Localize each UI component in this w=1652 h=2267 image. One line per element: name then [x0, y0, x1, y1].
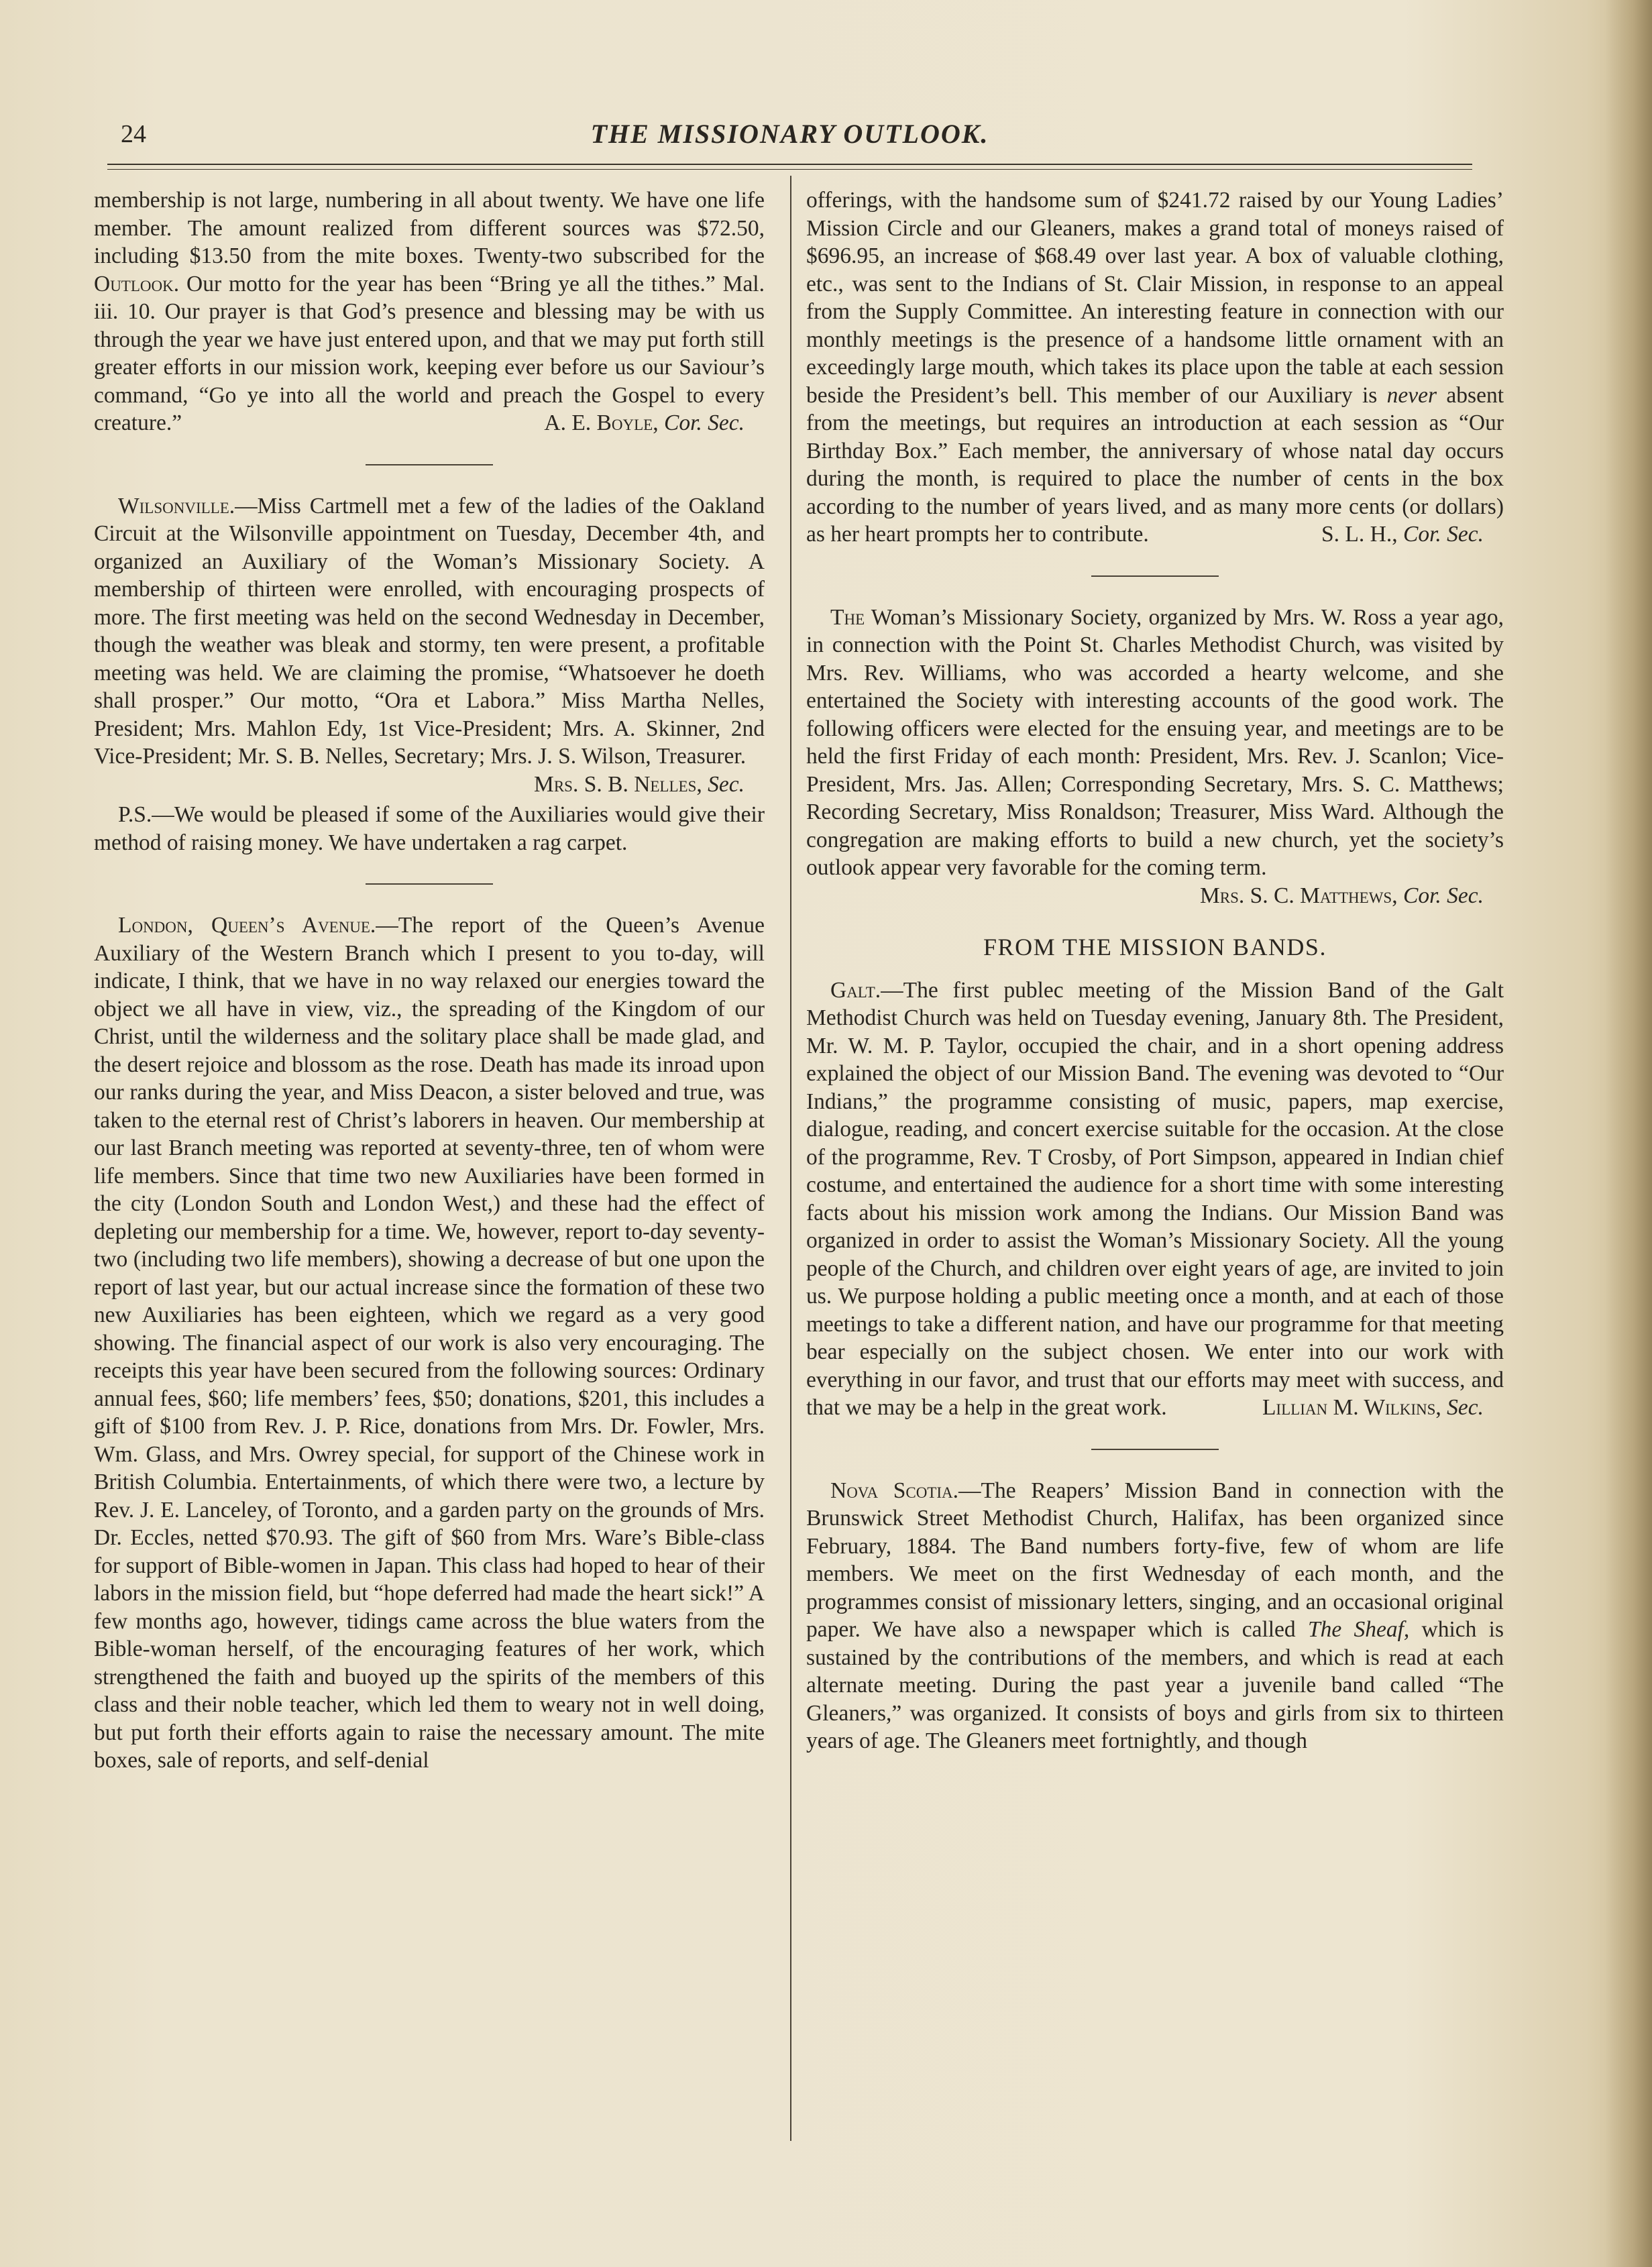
signature-name: A. E. Boyle, — [544, 410, 659, 435]
signature-name: S. L. H., — [1321, 522, 1398, 547]
signature-name: Mrs. S. C. Matthews, — [1199, 883, 1398, 908]
article-london — [94, 911, 765, 1775]
left-column — [94, 186, 765, 1775]
section-separator — [1091, 575, 1219, 577]
article-point-st-charles — [806, 604, 1504, 910]
article-text-emphasis: never — [1386, 382, 1437, 408]
header-rule-bottom — [107, 169, 1472, 170]
signature — [1238, 1394, 1504, 1422]
article-text: which is sustained by the contributions of the members, and which is read at each alternate meeting. During the past year a juvenile band called “The Gleaners,” was organized. It consists of boys and girls from six to thirteen years of age. The Gleaners meet fortnightly, and though — [806, 1617, 1504, 1753]
signature — [544, 409, 765, 437]
signature-role: Sec. — [1447, 1395, 1484, 1420]
page-header — [107, 114, 1472, 154]
article-galt — [806, 977, 1504, 1422]
article-text: —The Reapers’ Mission Band in connection with the Brunswick Street Methodist Church, Halifax, has been organized since February, 1884. The Band numbers forty-five, few of whom are life members. We meet on the first Wednesday of each month, and the programmes consist of missionary letters, singing, and an occasional original paper. We have also a newspaper which is called — [806, 1478, 1504, 1642]
signature-role: Sec. — [708, 771, 745, 797]
article-text: offerings, with the handsome sum of $241.72 raised by our Young Ladies’ Mission Circle and our Gleaners, makes a grand total of moneys raised of $696.95, an increase of $68.49 over last year. A box of valuable clothing, etc., was sent to the Indians of St. Clair Mission, in response to an appeal from the Supply Committee. An interesting feature in connection with our monthly meetings is the presence of a handsome little ornament with an exceedingly large mouth, which takes its place upon the table at each session beside the President’s bell. This member of our Auxiliary is — [806, 188, 1504, 408]
right-column — [806, 186, 1504, 1755]
section-separator — [366, 464, 493, 465]
article-nova-scotia — [806, 1477, 1504, 1755]
signature-name: Mrs. S. B. Nelles, — [534, 771, 702, 797]
signature-name: Lillian M. Wilkins, — [1262, 1395, 1441, 1420]
article-text: membership is not large, numbering in all about twenty. We have one life member. The amount realized from different sources was $72.50, including $13.50 from the mite boxes. Twenty-two subscribed for the — [94, 188, 765, 268]
signature — [1321, 520, 1504, 549]
article-london-continued — [806, 186, 1504, 549]
article-text: Our motto for the year has been “Bring ye all the tithes.” Mal. iii. 10. Our prayer is that God’s presence and blessing may be with us through the year we have just entered upon, and that we may put forth still greater efforts in our mission work, keeping ever before us our Saviour’s command, “Go ye into all the world and preach the Gospel to every creature.” — [94, 271, 765, 435]
article-heading: The — [830, 604, 865, 630]
signature-role: Cor. Sec. — [1402, 522, 1484, 547]
article-text: —The first publec meeting of the Mission Band of the Galt Methodist Church was held on Tuesday evening, January 8th. The President, Mr. W. M. P. Taylor, occupied the chair, and in a short opening address explained the object of our Mission Band. The evening was devoted to “Our Indians,” the programme consisting of music, papers, map exercise, dialogue, reading, and concert exercise suitable for the occasion. At the close of the programme, Rev. T Crosby, of Port Simpson, appeared in Indian chief costume, and entertained the audience for a short time with some interesting facts about his mission work among the Indians. Our Mission Band was organized in order to assist the Woman’s Missionary Society. All the young people of the Church, and children over eight years of age, are invited to join us. We purpose holding a public meeting once a month, and at each of those meetings to take a different nation, and have our programme for that meeting bear especially on the subject chosen. We enter into our work with everything in our favor, and trust that our efforts may meet with success, and that we may be a help in the great work. — [806, 977, 1504, 1420]
signature-role: Cor. Sec. — [663, 410, 745, 435]
signature — [510, 771, 765, 799]
section-separator — [366, 883, 493, 885]
article-text-outlook: Outlook. — [94, 271, 180, 296]
article-text: absent from the meetings, but requires an introduction at each session as “Our Birthday Box.” Each member, the anniversary of whose natal day occurs during the month, is required to place the number of cents in the box according to the number of years lived, and as many more cents (or dollars) as her heart prompts her to contribute. — [806, 382, 1504, 547]
section-heading-mission-bands: FROM THE MISSION BANDS. — [983, 934, 1327, 960]
article-heading: Galt. — [830, 977, 881, 1003]
page-number: 24 — [121, 120, 146, 148]
article-text-emphasis: The Sheaf, — [1307, 1617, 1410, 1642]
article-text: —Miss Cartmell met a few of the ladies of the Oakland Circuit at the Wilsonville appointment on Tuesday, December 4th, and organized an Auxiliary of the Woman’s Missionary Society. A membership of thirteen were enrolled, with encouraging prospects of more. The first meeting was held on the second Wednesday in December, though the weather was bleak and stormy, ten were present, a profitable meeting was held. We are claiming the promise, “Whatsoever he doeth shall prosper.” Our motto, “Ora et Labora.” Miss Martha Nelles, President; Mrs. Mahlon Edy, 1st Vice-President; Mrs. A. Skinner, 2nd Vice-President; Mr. S. B. Nelles, Secretary; Mrs. J. S. Wilson, Treasurer. — [94, 493, 765, 769]
signature — [1176, 882, 1504, 910]
article-continued-opening — [94, 186, 765, 437]
article-heading: Wilsonville. — [118, 493, 235, 518]
running-title: THE MISSIONARY OUTLOOK. — [590, 119, 989, 149]
article-wilsonville — [94, 492, 765, 799]
signature-role: Cor. Sec. — [1402, 883, 1484, 908]
header-rule-top — [107, 164, 1472, 165]
article-heading: Nova Scotia. — [830, 1478, 958, 1503]
article-heading: London, Queen’s Avenue. — [118, 913, 376, 938]
article-text: Woman’s Missionary Society, organized by Mrs. W. Ross a year ago, in connection with the Point St. Charles Methodist Church, was visited by Mrs. Rev. Williams, who was accorded a hearty welcome, and she entertained the Society with interesting accounts of the good work. The following officers were elected for the ensuing year, and meetings are to be held the first Friday of each month: President, Mrs. Rev. J. Scanlon; Vice-President, Mrs. Jas. Allen; Corresponding Secretary, Mrs. S. C. Matthews; Recording Secretary, Miss Ronaldson; Treasurer, Miss Ward. Although the congregation are making efforts to build a new church, yet the society’s outlook appear very favorable for the coming term. — [806, 604, 1504, 880]
section-separator — [1091, 1449, 1219, 1450]
postscript: P.S.—We would be pleased if some of the Auxiliaries would give their method of raising money. We have undertaken a rag carpet. — [94, 802, 765, 855]
column-divider — [790, 176, 791, 2141]
article-text: —The report of the Queen’s Avenue Auxiliary of the Western Branch which I present to you to-day, will indicate, I think, that we have in no way relaxed our energies toward the object we all have in view, viz., the spreading of the Kingdom of our Christ, until the wilderness and the solitary place shall be made glad, and the desert rejoice and blossom as the rose. Death has made its inroad upon our ranks during the year, and Miss Deacon, a sister beloved and true, was taken to the eternal rest of Christ’s laborers in heaven. Our membership at our last Branch meeting was reported at seventy-three, ten of whom were life members. Since that time two new Auxiliaries have been formed in the city (London South and London West,) and these had the effect of depleting our membership for a time. We, however, report to-day seventy-two (including two life members), showing a decrease of but one upon the report of last year, but our actual increase since the formation of these two new Auxiliaries has been eighteen, which we regard as a very good showing. The financial aspect of our work is also very encouraging. The receipts this year have been secured from the following sources: Ordinary annual fees, $60; life members’ fees, $50; donations, $201, this includes a gift of $100 from Rev. J. P. Rice, donations from Mrs. Dr. Fowler, Mrs. Wm. Glass, and Mrs. Owrey special, for support of the Chinese work in British Columbia. Entertainments, of which there were two, a lecture by Rev. J. E. Lanceley, of Toronto, and a garden party on the grounds of Mrs. Dr. Eccles, netted $70.93. The gift of $60 from Mrs. Ware’s Bible-class for support of Bible-women in Japan. This class had hoped to hear of their labors in the mission field, but “hope deferred had made the heart sick!” A few months ago, however, tidings came across the blue waters from the Bible-woman herself, of the encouraging features of her work, which strengthened the faith and buoyed up the spirits of the members of this class and their noble teacher, which led them to weary not in well doing, but put forth their efforts again to raise the necessary amount. The mite boxes, sale of reports, and self-denial — [94, 913, 765, 1773]
page-edge-shadow — [1605, 0, 1652, 2267]
